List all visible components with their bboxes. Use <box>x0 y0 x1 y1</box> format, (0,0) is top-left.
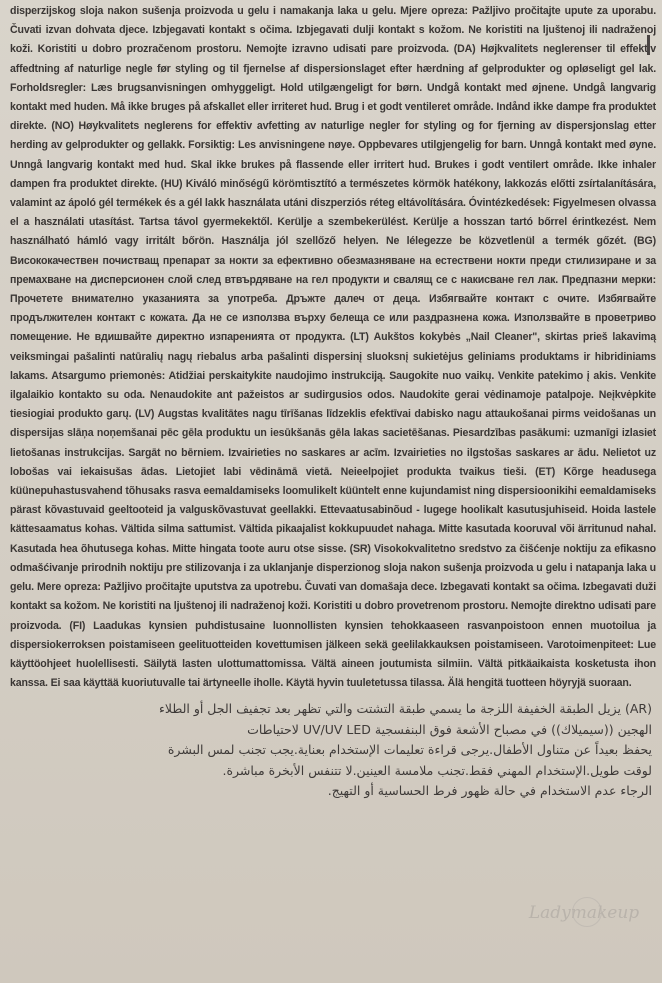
instructions-text: disperzijskog sloja nakon sušenja proizvoda u gelu i namakanja laka u gelu. Mjere opreza: Pažljivo pročitajte upute za uporabu. Čuvati izvan dohvata djece. Izbjegavati kontakt s očima. Izbjegavati dulji kontakt s kožom. Ne koristiti na ljuštenoj ili nadraženoj koži. Koristiti u dobro prozračenom prostoru. Nemojte izravno udisati pare proizvoda. (DA) Højkvalitets neglerenser til effektiv affedtning af naturlige negle før styling og til fjernelse af dispersionslaget efter hærdning af gelprodukter og opløseligt gel lak. Forholdsregler: Læs brugsanvisningen omhyggeligt. Hold utilgængeligt for børn. Undgå kontakt med øjnene. Undgå langvarig kontakt med huden. Må ikke bruges på afskallet eller irriteret hud. Brug i et godt ventileret område. Indånd ikke dampe fra produktet direkte. (NO) Høykvalitets neglerens for effektiv avfetting av naturlige negler for styling og for fjerning av dispersjonslag etter herding av gelprodukter og gellakk. Forsiktig: Les anvisningene nøye. Oppbevares utilgjengelig for barn. Unngå kontakt med øyne. Unngå langvarig kontakt med hud. Skal ikke brukes på flassende eller irritert hud. Brukes i godt ventilert område. Ikke inhaler dampen fra produktet direkte. (HU) Kiváló minőségű körömtisztító a természetes körmök hatékony, lakkozás előtti zsírtalanítására, valamint az ápoló gél termékek és a gél lakk használata utáni diszperziós réteg eltávolítására. Óvintézkedések: Figyelmesen olvassa el a használati utasítást. Tartsa távol gyermekektől. Kerülje a szembekerülést. Kerülje a hosszan tartó bőrrel érintkezést. Nem használható hámló vagy irritált bőrön. Használja jól szellőző helyen. Ne lélegezze be közvetlenül a termék gőzét. (BG) Висококачествен почистващ препарат за нокти за ефективно обезмазняване на естествени нокти преди стилизиране и за премахване на дисперсионен слой след втвърдяване на гел продукти и свалящ се с накисване гел лак. Предпазни мерки: Прочетете внимателно указанията за употреба. Дръжте далеч от деца. Избягвайте контакт с очите. Избягвайте продължителен контакт с кожата. Да не се използва върху белеща се или раздразнена кожа. Използвайте в проветриво помещение. Не вдишвайте директно изпаренията от продукта. (LT) Aukštos kokybės „Nail Cleaner", skirtas prieš lakavimą veiksmingai pašalinti natūralių nagų riebalus arba pašalinti dispersinį sluoksnį sukietėjus geliniams produktams ir hibridiniams lakams. Atsargumo priemonės: Atidžiai perskaitykite naudojimo instrukciją. Saugokite nuo vaikų. Venkite patekimo į akis. Venkite ilgalaikio kontakto su oda. Nenaudokite ant pažeistos ar sudirgusios odos. Naudokite gerai vėdinamoje patalpoje. Neįkvėpkite tiesiogiai produkto garų. (LV) Augstas kvalitātes nagu tīrīšanas līdzeklis efektīvai dabisko nagu attaukošanai pirms veidošanas un dispersijas slāņa noņemšanai pēc gēla produktu un iesūkšanās gēla lakas sacietēšanas. Piesardzības pasākumi: uzmanīgi izlasiet lietošanas instrukcijas. Sargāt no bērniem. Izvairieties no saskares ar acīm. Izvairieties no ilgstošas saskares ar ādu. Nelietot uz lobošas vai iekaisušas ādas. Lietojiet labi vēdināmā vietā. Neieelpojiet produkta tvaikus tieši. (ET) Kõrge headusega küünepuhastusvahend tõhusaks rasva eemaldamiseks loomulikelt küüntelt enne kujundamist ning dispersioonikihi eemaldamiseks pärast kõvastuvaid geeltooteid ja valguskõvastuvat geellakki. Ettevaatusabinõud - lugege hoolikalt kasutusjuhiseid. Hoida lastele kättesaamatus kohas. Vältida silma sattumist. Vältida pikaajalist kokkupuudet nahaga. Mitte kasutada kooruval või ärritunud nahal. Kasutada hea õhutusega kohas. Mitte hingata toote auru otse sisse. (SR) Visokokvalitetno sredstvo za čišćenje noktiju za efikasno odmašćivanje prirodnih noktiju pre stilizovanja i za uklanjanje disperzionog sloja nakon sušenja proizvoda u gelu i natapanja laka u gelu. Mere opreza: Pažljivo pročitajte uputstva za upotrebu. Čuvati van domašaja dece. Izbegavati kontakt sa očima. Izbegavati duži kontakt sa kožom. Ne koristiti na ljuštenoj ili nadraženoj koži. Koristiti u dobro provetrenom prostoru. Nemojte direktno udisati pare proizvoda. (FI) Laadukas kynsien puhdistusaine luonnollisten kynsien tehokkaaseen rasvanpoistoon ennen muotoilua ja dispersiokerroksen poistamiseen geelituotteiden kovettumisen jälkeen sekä geelilakkauksen poistamiseen. Varotoimenpiteet: Lue käyttöohjeet huolellisesti. Säilytä lasten ulottumattomissa. Vältä aineen joutumista silmiin. Vältä pitkäaikaista kosketusta ihon kanssa. Ei saa käyttää kuoriutuvalle tai ärtyneelle iholle. Käytä hyvin tuuletetussa tilassa. Älä hengitä tuotteen höyryjä suoraan. <box>10 5 656 690</box>
watermark-text: Ladymakeup <box>528 903 640 923</box>
arabic-line: الرجاء عدم الاستخدام في حالة ظهور فرط الحساسية أو التهيج. <box>327 783 652 799</box>
edge-mark <box>647 35 660 55</box>
arabic-line: (AR) يزيل الطبقة الخفيفة اللزجة ما يسمي طبقة التشتت والتي تظهر بعد تجفيف الجل أو الطلاء <box>158 701 652 717</box>
multilingual-instructions <box>10 2 656 693</box>
watermark-logo <box>528 893 640 933</box>
arabic-line: الهجين ((سيميلاك)) في مصباح الأشعة فوق البنفسجية UV/UV LED لاحتياطات <box>247 721 652 737</box>
arabic-line: لوقت طويل.الإستخدام المهني فقط.تجنب ملامسة العينين.لا تتنفس الأبخرة مباشرة. <box>222 762 652 778</box>
arabic-instructions <box>10 699 656 802</box>
arabic-line: يحفظ بعيداً عن متناول الأطفال.يرجى قراءة تعليمات الإستخدام بعناية.يجب تجنب لمس البشرة <box>167 742 652 758</box>
